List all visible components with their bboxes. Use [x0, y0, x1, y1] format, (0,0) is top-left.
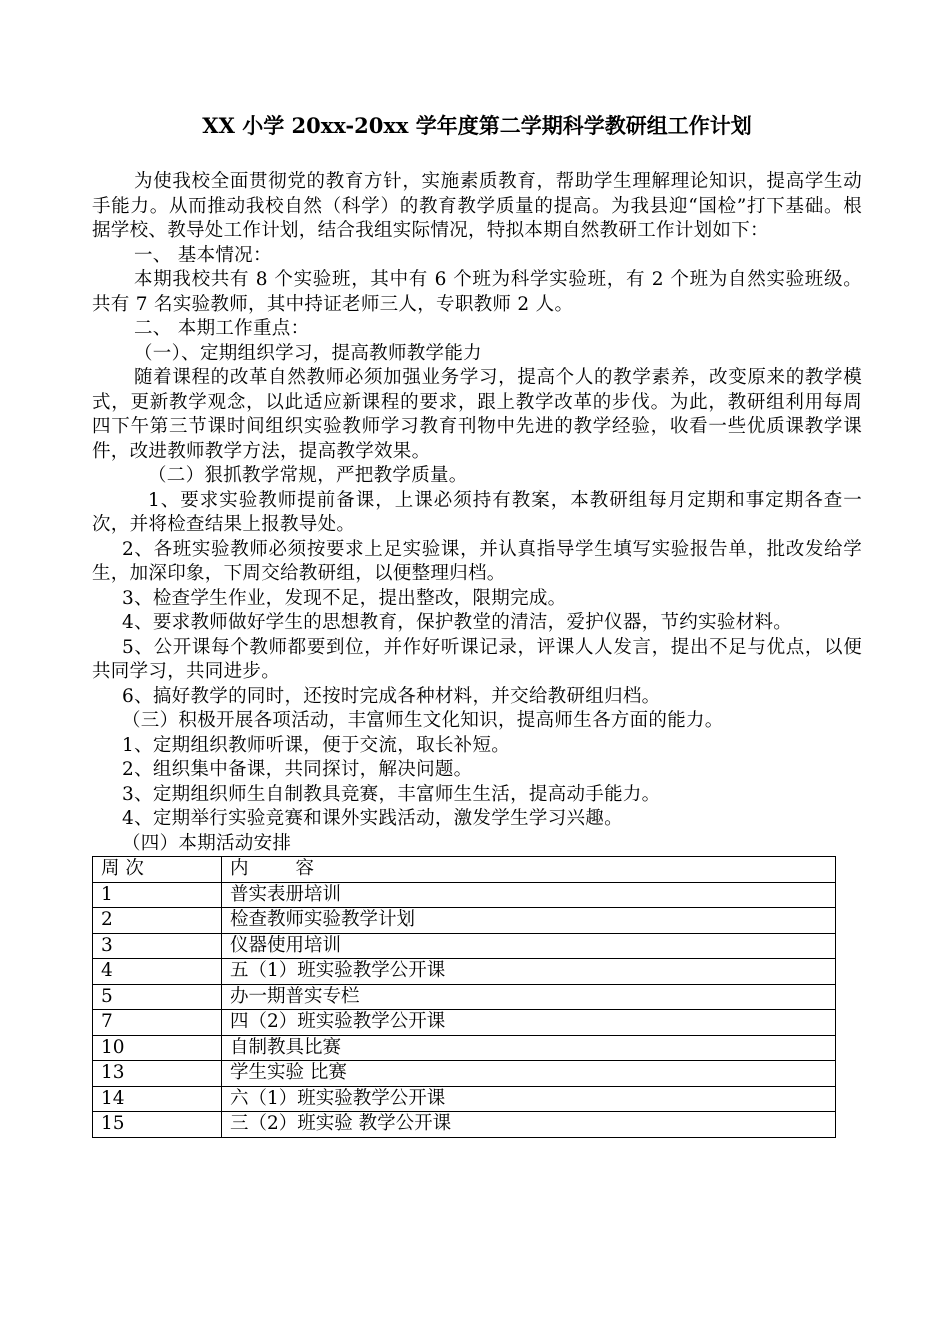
paragraph: （四）本期活动安排 [122, 832, 292, 854]
paragraph: 2、组织集中备课，共同探讨，解决问题。 [122, 759, 473, 780]
document-title: XX 小学 20xx-20xx 学年度第二学期科学教研组工作计划 [202, 113, 752, 138]
paragraph: 3、检查学生作业，发现不足，提出整改，限期完成。 [122, 587, 567, 609]
paragraph: 4、要求教师做好学生的思想教育，保护教堂的清洁，爱护仪器，节约实验材料。 [122, 612, 793, 633]
paragraph: 随着课程的改革自然教师必须加强业务学习，提高个人的教学素养，改变原来的教学模式，更新教学观念，以此适应新课程的要求，跟上教学改革的步伐。为此，教研组利用每周四下午第三节课时间组织实验教师学习教育刊物中先进的教学经验，收看一些优质课教学课件，改进教师教学方法，提高教学效果。 [92, 367, 862, 462]
content-cell: 学生实验 比赛 [222, 1061, 836, 1087]
week-cell: 1 [93, 882, 222, 908]
table-row [93, 882, 836, 908]
paragraph: 4、定期举行实验竞赛和课外实践活动，激发学生学习兴趣。 [122, 808, 623, 829]
paragraph: 3、定期组织师生自制教具竞赛，丰富师生生活，提高动手能力。 [122, 783, 661, 805]
table-row [93, 984, 836, 1010]
content-cell: 办一期普实专栏 [222, 984, 836, 1010]
content-cell: 检查教师实验教学计划 [222, 908, 836, 934]
paragraph: （二）狠抓教学常规，严把教学质量。 [148, 465, 468, 486]
week-cell: 14 [93, 1086, 222, 1112]
activity-schedule-table [92, 856, 836, 1138]
week-cell: 13 [93, 1061, 222, 1087]
table-row [93, 1010, 836, 1036]
week-cell: 2 [93, 908, 222, 934]
content-cell: 四（2）班实验教学公开课 [222, 1010, 836, 1036]
document-page [92, 100, 862, 1138]
table-row [93, 1112, 836, 1138]
header-week: 周 次 [93, 857, 222, 883]
paragraph: 本期我校共有 8 个实验班，其中有 6 个班为科学实验班，有 2 个班为自然实验班级。共有 7 名实验教师，其中持证老师三人，专职教师 2 人。 [92, 269, 862, 315]
week-cell: 4 [93, 959, 222, 985]
table-row [93, 933, 836, 959]
paragraph: （三）积极开展各项活动，丰富师生文化知识，提高师生各方面的能力。 [122, 710, 724, 731]
week-cell: 7 [93, 1010, 222, 1036]
table-row [93, 1061, 836, 1087]
header-content: 内 容 [222, 857, 836, 883]
week-cell: 15 [93, 1112, 222, 1138]
content-cell: 普实表册培训 [222, 882, 836, 908]
content-cell: 仪器使用培训 [222, 933, 836, 959]
table-header-row [93, 857, 836, 883]
content-cell: 五（1）班实验教学公开课 [222, 959, 836, 985]
table-row [93, 1035, 836, 1061]
week-cell: 3 [93, 933, 222, 959]
document-body [92, 170, 862, 856]
content-cell: 三（2）班实验 教学公开课 [222, 1112, 836, 1138]
paragraph: 一、 基本情况： [134, 244, 272, 266]
table-row [93, 1086, 836, 1112]
paragraph: （一）、定期组织学习，提高教师教学能力 [134, 342, 482, 364]
table-row [93, 959, 836, 985]
paragraph: 二、 本期工作重点： [134, 318, 310, 339]
week-cell: 5 [93, 984, 222, 1010]
paragraph: 为使我校全面贯彻党的教育方针，实施素质教育，帮助学生理解理论知识，提高学生动手能力。从而推动我校自然（科学）的教育教学质量的提高。为我县迎“国检”打下基础。根据学校、教导处工作计划，结合我组实际情况，特拟本期自然教研工作计划如下： [92, 171, 862, 241]
paragraph: 1、要求实验教师提前备课，上课必须持有教案，本教研组每月定期和事定期各查一次，并将检查结果上报教导处。 [92, 489, 862, 535]
paragraph: 2、各班实验教师必须按要求上足实验课，并认真指导学生填写实验报告单，批改发给学生，加深印象，下周交给教研组，以便整理归档。 [92, 538, 862, 584]
content-cell: 六（1）班实验教学公开课 [222, 1086, 836, 1112]
paragraph: 6、搞好教学的同时，还按时完成各种材料，并交给教研组归档。 [122, 685, 661, 707]
table-row [93, 908, 836, 934]
content-cell: 自制教具比赛 [222, 1035, 836, 1061]
paragraph: 5、公开课每个教师都要到位，并作好听课记录，评课人人发言，提出不足与优点，以便共同学习，共同进步。 [92, 636, 862, 682]
paragraph: 1、定期组织教师听课，便于交流，取长补短。 [122, 734, 511, 756]
week-cell: 10 [93, 1035, 222, 1061]
